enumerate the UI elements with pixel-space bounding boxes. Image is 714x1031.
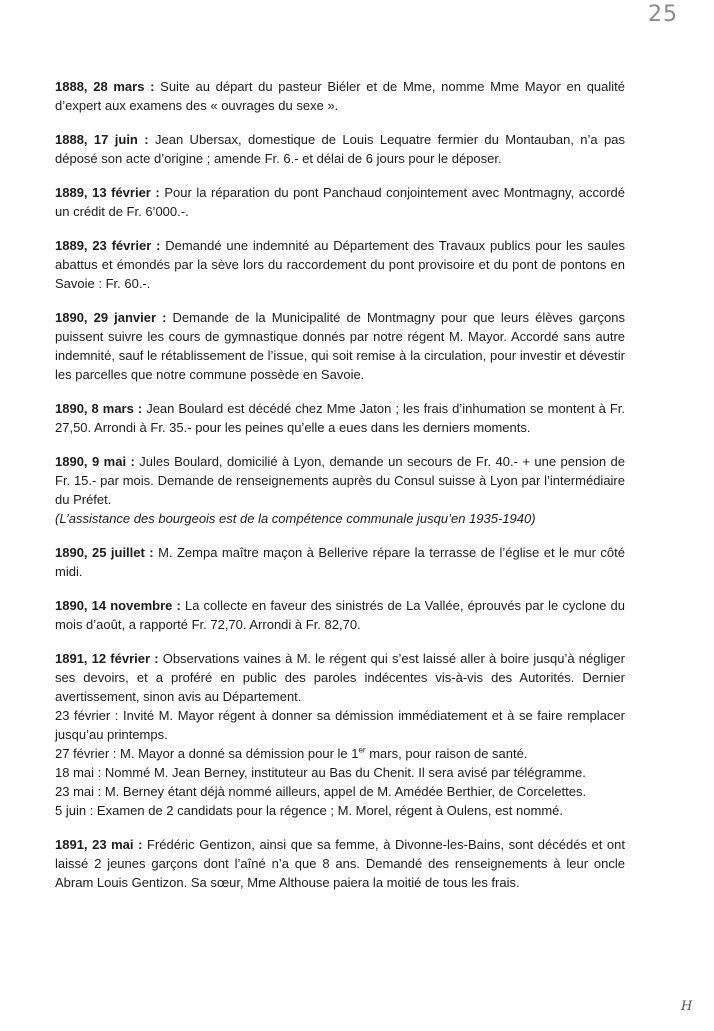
entry-1888-03-28 xyxy=(55,77,625,115)
entry-date: 1890, 14 novembre : xyxy=(55,598,181,613)
entry-sub-line: 23 mai : M. Berney étant déjà nommé ailleurs, appel de M. Amédée Berthier, de Corcelettes. xyxy=(55,784,587,799)
entry-date: 1888, 28 mars : xyxy=(55,79,155,94)
entry-text: Frédéric Gentizon, ainsi que sa femme, à Divonne-les-Bains, sont décédés et ont laissé 2 jeunes garçons dont l’aîné n’a que 8 ans. Demandé des renseignements à leur oncle Abram Louis Gentizon. Sa sœur, Mme Althouse paiera la moitié de tous les frais. xyxy=(55,837,625,890)
entry-1890-03-08 xyxy=(55,399,625,437)
entry-1890-01-29 xyxy=(55,308,625,384)
entry-date: 1888, 17 juin : xyxy=(55,132,149,147)
entry-1890-11-14 xyxy=(55,596,625,634)
entry-date: 1890, 29 janvier : xyxy=(55,310,167,325)
ordinal-superscript: er xyxy=(358,745,366,755)
entry-text: Jules Boulard, domicilié à Lyon, demande un secours de Fr. 40.- + une pension de Fr. 15.- par mois. Demande de renseignements auprès du Consul suisse à Lyon par l’intermédiaire du Préfet. xyxy=(55,454,626,507)
document-body xyxy=(55,77,625,907)
entry-text: Demande de la Municipalité de Montmagny pour que leurs élèves garçons puissent suivre les cours de gymnastique donnés par notre régent M. Mayor. Accordé sans autre indemnité, sauf le rétablissement de l’issue, qui soit remise à la circulation, pour investir et dévestir les parcelles que notre commune possède en Savoie. xyxy=(55,310,625,382)
entry-text: Jean Ubersax, domestique de Louis Lequatre fermier du Montauban, n’a pas déposé son acte d’origine ; amende Fr. 6.- et délai de 6 jours pour le déposer. xyxy=(55,132,625,166)
entry-note: (L’assistance des bourgeois est de la compétence communale jusqu’en 1935-1940) xyxy=(55,511,536,526)
entry-text: La collecte en faveur des sinistrés de La Vallée, éprouvés par le cyclone du mois d’août, a rapporté Fr. 72,70. Arrondi à Fr. 82,70. xyxy=(55,598,625,632)
entry-sub-text: mars, pour raison de santé. xyxy=(365,746,528,761)
entry-sub-line: 5 juin : Examen de 2 candidats pour la régence ; M. Morel, régent à Oulens, est nommé. xyxy=(55,803,563,818)
entry-1889-02-23 xyxy=(55,236,625,293)
entry-1890-05-09 xyxy=(55,452,625,528)
entry-date: 1891, 12 février : xyxy=(55,651,159,666)
entry-text: Suite au départ du pasteur Biéler et de Mme, nomme Mme Mayor en qualité d’expert aux examens des « ouvrages du sexe ». xyxy=(55,79,626,113)
entry-1889-02-13 xyxy=(55,183,625,221)
entry-1890-07-25 xyxy=(55,543,625,581)
entry-1891-05-23 xyxy=(55,835,625,892)
entry-date: 1890, 9 mai : xyxy=(55,454,135,469)
entry-date: 1889, 13 février : xyxy=(55,185,160,200)
entry-date: 1890, 8 mars : xyxy=(55,401,143,416)
entry-text: Observations vaines à M. le régent qui s’est laissé aller à boire jusqu’à négliger ses devoirs, et a proféré en public des paroles indécentes vis-à-vis des Autorités. Dernier avertissement, sinon avis au Département. xyxy=(55,651,626,704)
entry-text: Pour la réparation du pont Panchaud conjointement avec Montmagny, accordé un crédit de Fr. 6’000.-. xyxy=(55,185,626,219)
entry-sub-line xyxy=(55,744,625,763)
entry-sub-text: 27 février : M. Mayor a donné sa démission pour le 1 xyxy=(55,746,359,761)
entry-date: 1890, 25 juillet : xyxy=(55,545,154,560)
entry-sub-line: 23 février : Invité M. Mayor régent à donner sa démission immédiatement et à se faire remplacer jusqu’au printemps. xyxy=(55,708,625,742)
entry-date: 1889, 23 février : xyxy=(55,238,161,253)
entry-text: M. Zempa maître maçon à Bellerive répare la terrasse de l’église et le mur côté midi. xyxy=(55,545,625,579)
entry-1891-02-12 xyxy=(55,649,625,820)
entry-text: Demandé une indemnité au Département des Travaux publics pour les saules abattus et émondés par la sève lors du raccordement du pont provisoire et du pont de pontons en Savoie : Fr. 60.-. xyxy=(55,238,626,291)
entry-1888-06-17 xyxy=(55,130,625,168)
entry-sub-line: 18 mai : Nommé M. Jean Berney, instituteur au Bas du Chenit. Il sera avisé par télégramme. xyxy=(55,765,586,780)
corner-mark: H xyxy=(681,999,693,1014)
entry-text: Jean Boulard est décédé chez Mme Jaton ; les frais d’inhumation se montent à Fr. 27,50. Arrondi à Fr. 35.- pour les peines qu’elle a eues dans les derniers moments. xyxy=(55,401,625,435)
entry-date: 1891, 23 mai : xyxy=(55,837,143,852)
page-number: 25 xyxy=(648,2,678,27)
